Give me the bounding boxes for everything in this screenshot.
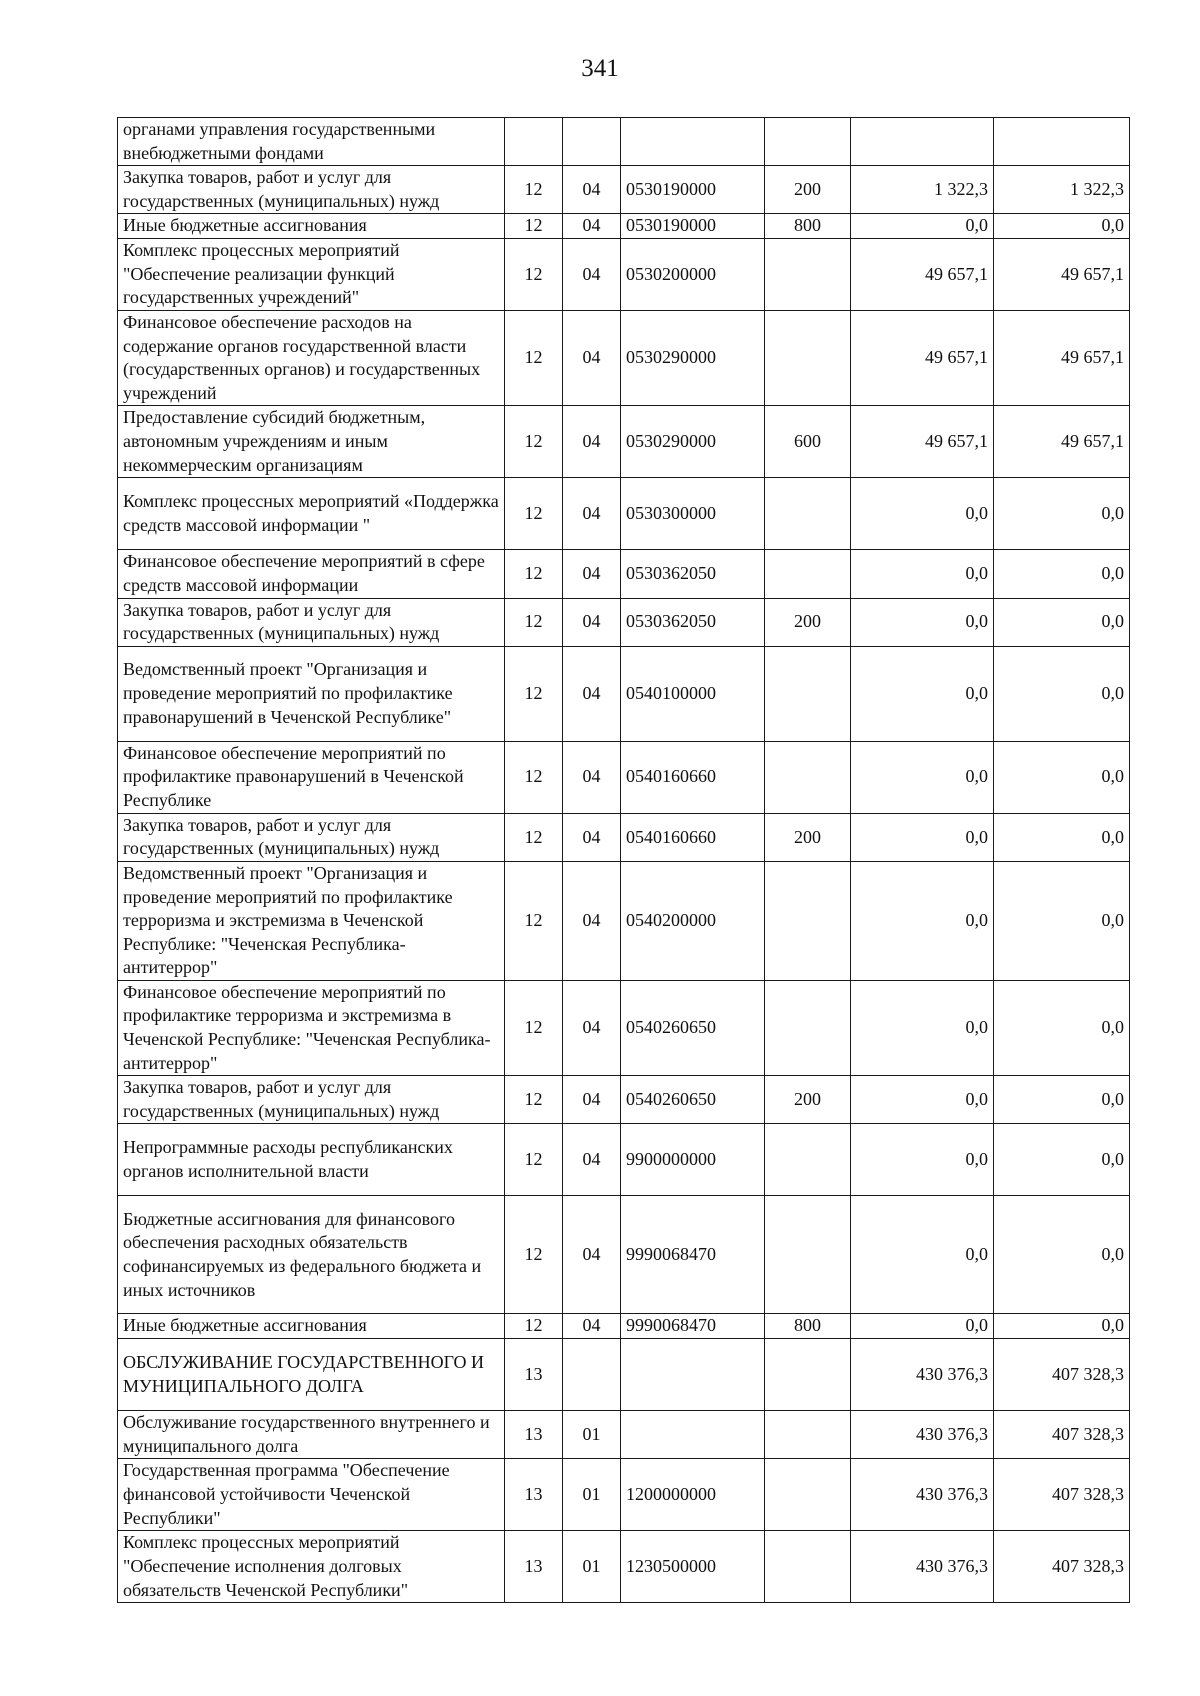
amount-second-cell: 0,0 (994, 861, 1130, 980)
amount-second-cell: 0,0 (994, 980, 1130, 1075)
amount-second-cell: 0,0 (994, 1314, 1130, 1339)
amount-second-cell: 1 322,3 (994, 166, 1130, 214)
row-name-cell: Иные бюджетные ассигнования (118, 214, 505, 239)
target-article-cell: 0540260650 (621, 1076, 765, 1124)
row-name-cell: Ведомственный проект "Организация и проведение мероприятий по профилактике правонарушений в Чеченской Республике" (118, 646, 505, 741)
row-name-cell: Закупка товаров, работ и услуг для государственных (муниципальных) нужд (118, 598, 505, 646)
table-row (118, 813, 1130, 861)
amount-second-cell: 49 657,1 (994, 238, 1130, 310)
expense-type-cell (765, 980, 851, 1075)
amount-second-cell: 0,0 (994, 598, 1130, 646)
table-row (118, 980, 1130, 1075)
amount-first-cell: 0,0 (851, 980, 994, 1075)
subsection-code-cell: 04 (563, 1124, 621, 1196)
row-name-cell: Комплекс процессных мероприятий «Поддержка средств массовой информации " (118, 478, 505, 550)
subsection-code-cell: 04 (563, 238, 621, 310)
subsection-code-cell: 04 (563, 214, 621, 239)
expense-type-cell: 800 (765, 1314, 851, 1339)
table-row (118, 238, 1130, 310)
table-row (118, 1411, 1130, 1459)
section-code-cell: 12 (505, 980, 563, 1075)
row-name-cell: Финансовое обеспечение расходов на содержание органов государственной власти (государственных органов) и государственных учреждений (118, 310, 505, 405)
table-row (118, 310, 1130, 405)
subsection-code-cell (563, 1339, 621, 1411)
expense-type-cell (765, 1339, 851, 1411)
section-code-cell: 12 (505, 406, 563, 478)
table-row (118, 214, 1130, 239)
expense-type-cell: 600 (765, 406, 851, 478)
table-row (118, 861, 1130, 980)
amount-first-cell: 0,0 (851, 741, 994, 813)
subsection-code-cell: 04 (563, 861, 621, 980)
subsection-code-cell: 04 (563, 646, 621, 741)
table-row (118, 1459, 1130, 1531)
amount-first-cell: 0,0 (851, 1196, 994, 1314)
subsection-code-cell: 04 (563, 310, 621, 405)
row-name-cell: Финансовое обеспечение мероприятий в сфере средств массовой информации (118, 550, 505, 598)
subsection-code-cell: 04 (563, 1314, 621, 1339)
budget-table (117, 117, 1130, 1603)
row-name-cell: Непрограммные расходы республиканских органов исполнительной власти (118, 1124, 505, 1196)
table-row (118, 1339, 1130, 1411)
expense-type-cell (765, 118, 851, 166)
amount-first-cell: 430 376,3 (851, 1531, 994, 1603)
section-code-cell: 12 (505, 861, 563, 980)
amount-first-cell: 0,0 (851, 1124, 994, 1196)
amount-first-cell: 430 376,3 (851, 1339, 994, 1411)
table-row (118, 166, 1130, 214)
expense-type-cell (765, 1124, 851, 1196)
amount-first-cell: 0,0 (851, 550, 994, 598)
target-article-cell: 0530300000 (621, 478, 765, 550)
amount-second-cell: 0,0 (994, 214, 1130, 239)
target-article-cell: 0540260650 (621, 980, 765, 1075)
amount-first-cell: 0,0 (851, 861, 994, 980)
expense-type-cell (765, 310, 851, 405)
row-name-cell: ОБСЛУЖИВАНИЕ ГОСУДАРСТВЕННОГО И МУНИЦИПАЛЬНОГО ДОЛГА (118, 1339, 505, 1411)
expense-type-cell (765, 1411, 851, 1459)
target-article-cell: 1230500000 (621, 1531, 765, 1603)
section-code-cell: 12 (505, 1196, 563, 1314)
section-code-cell: 12 (505, 238, 563, 310)
target-article-cell: 9990068470 (621, 1196, 765, 1314)
expense-type-cell: 200 (765, 598, 851, 646)
table-row (118, 1531, 1130, 1603)
section-code-cell: 12 (505, 310, 563, 405)
target-article-cell: 0540160660 (621, 741, 765, 813)
expense-type-cell: 800 (765, 214, 851, 239)
amount-first-cell: 0,0 (851, 646, 994, 741)
subsection-code-cell: 04 (563, 741, 621, 813)
amount-first-cell: 0,0 (851, 813, 994, 861)
expense-type-cell: 200 (765, 813, 851, 861)
page-number: 341 (581, 55, 619, 82)
amount-first-cell: 430 376,3 (851, 1459, 994, 1531)
target-article-cell: 0530362050 (621, 550, 765, 598)
row-name-cell: Финансовое обеспечение мероприятий по профилактике правонарушений в Чеченской Республике (118, 741, 505, 813)
amount-second-cell: 0,0 (994, 813, 1130, 861)
row-name-cell: Закупка товаров, работ и услуг для государственных (муниципальных) нужд (118, 166, 505, 214)
subsection-code-cell: 04 (563, 980, 621, 1075)
row-name-cell: органами управления государственными внебюджетными фондами (118, 118, 505, 166)
section-code-cell: 12 (505, 741, 563, 813)
amount-first-cell: 0,0 (851, 598, 994, 646)
amount-first-cell: 0,0 (851, 1076, 994, 1124)
expense-type-cell (765, 1459, 851, 1531)
section-code-cell: 12 (505, 646, 563, 741)
expense-type-cell (765, 1196, 851, 1314)
expense-type-cell: 200 (765, 166, 851, 214)
target-article-cell: 1200000000 (621, 1459, 765, 1531)
section-code-cell: 13 (505, 1411, 563, 1459)
target-article-cell (621, 1411, 765, 1459)
amount-second-cell: 0,0 (994, 1076, 1130, 1124)
target-article-cell: 0530190000 (621, 214, 765, 239)
target-article-cell: 0540200000 (621, 861, 765, 980)
table-row (118, 118, 1130, 166)
amount-second-cell: 0,0 (994, 1196, 1130, 1314)
amount-second-cell: 407 328,3 (994, 1531, 1130, 1603)
amount-second-cell: 49 657,1 (994, 406, 1130, 478)
table-row (118, 646, 1130, 741)
target-article-cell: 0540160660 (621, 813, 765, 861)
amount-first-cell: 49 657,1 (851, 406, 994, 478)
expense-type-cell (765, 1531, 851, 1603)
amount-first-cell: 49 657,1 (851, 238, 994, 310)
target-article-cell (621, 1339, 765, 1411)
subsection-code-cell: 04 (563, 1076, 621, 1124)
amount-second-cell: 0,0 (994, 478, 1130, 550)
subsection-code-cell: 01 (563, 1411, 621, 1459)
table-row (118, 1076, 1130, 1124)
target-article-cell: 0530190000 (621, 166, 765, 214)
table-row (118, 1124, 1130, 1196)
section-code-cell: 12 (505, 550, 563, 598)
section-code-cell: 12 (505, 478, 563, 550)
section-code-cell: 12 (505, 813, 563, 861)
row-name-cell: Закупка товаров, работ и услуг для государственных (муниципальных) нужд (118, 1076, 505, 1124)
row-name-cell: Ведомственный проект "Организация и проведение мероприятий по профилактике терроризма и экстремизма в Чеченской Республике: "Чеченская Республика-антитеррор" (118, 861, 505, 980)
table-row (118, 478, 1130, 550)
section-code-cell: 12 (505, 166, 563, 214)
expense-type-cell (765, 550, 851, 598)
section-code-cell: 12 (505, 214, 563, 239)
expense-type-cell (765, 741, 851, 813)
amount-first-cell: 0,0 (851, 214, 994, 239)
row-name-cell: Иные бюджетные ассигнования (118, 1314, 505, 1339)
subsection-code-cell: 04 (563, 1196, 621, 1314)
section-code-cell (505, 118, 563, 166)
amount-first-cell: 0,0 (851, 1314, 994, 1339)
target-article-cell: 0530362050 (621, 598, 765, 646)
section-code-cell: 13 (505, 1459, 563, 1531)
section-code-cell: 13 (505, 1531, 563, 1603)
target-article-cell: 9990068470 (621, 1314, 765, 1339)
subsection-code-cell: 04 (563, 813, 621, 861)
subsection-code-cell: 01 (563, 1531, 621, 1603)
target-article-cell: 9900000000 (621, 1124, 765, 1196)
expense-type-cell (765, 238, 851, 310)
target-article-cell (621, 118, 765, 166)
amount-second-cell: 0,0 (994, 550, 1130, 598)
amount-second-cell (994, 118, 1130, 166)
subsection-code-cell: 04 (563, 478, 621, 550)
subsection-code-cell: 04 (563, 166, 621, 214)
section-code-cell: 12 (505, 598, 563, 646)
target-article-cell: 0530290000 (621, 310, 765, 405)
row-name-cell: Закупка товаров, работ и услуг для государственных (муниципальных) нужд (118, 813, 505, 861)
subsection-code-cell: 01 (563, 1459, 621, 1531)
amount-first-cell: 0,0 (851, 478, 994, 550)
row-name-cell: Финансовое обеспечение мероприятий по профилактике терроризма и экстремизма в Чеченской Республике: "Чеченская Республика-антитеррор" (118, 980, 505, 1075)
amount-second-cell: 0,0 (994, 741, 1130, 813)
amount-second-cell: 407 328,3 (994, 1339, 1130, 1411)
table-row (118, 598, 1130, 646)
expense-type-cell (765, 861, 851, 980)
section-code-cell: 12 (505, 1124, 563, 1196)
section-code-cell: 13 (505, 1339, 563, 1411)
subsection-code-cell (563, 118, 621, 166)
expense-type-cell (765, 478, 851, 550)
row-name-cell: Предоставление субсидий бюджетным, автономным учреждениям и иным некоммерческим организациям (118, 406, 505, 478)
expense-type-cell (765, 646, 851, 741)
row-name-cell: Комплекс процессных мероприятий "Обеспечение исполнения долговых обязательств Чеченской Республики" (118, 1531, 505, 1603)
table-row (118, 741, 1130, 813)
amount-first-cell: 49 657,1 (851, 310, 994, 405)
amount-second-cell: 49 657,1 (994, 310, 1130, 405)
amount-first-cell: 1 322,3 (851, 166, 994, 214)
subsection-code-cell: 04 (563, 598, 621, 646)
section-code-cell: 12 (505, 1076, 563, 1124)
amount-second-cell: 407 328,3 (994, 1411, 1130, 1459)
amount-second-cell: 0,0 (994, 646, 1130, 741)
target-article-cell: 0540100000 (621, 646, 765, 741)
row-name-cell: Государственная программа "Обеспечение финансовой устойчивости Чеченской Республики" (118, 1459, 505, 1531)
subsection-code-cell: 04 (563, 406, 621, 478)
table-row (118, 550, 1130, 598)
row-name-cell: Комплекс процессных мероприятий "Обеспечение реализации функций государственных учреждений" (118, 238, 505, 310)
table-body (118, 118, 1130, 1603)
amount-first-cell: 430 376,3 (851, 1411, 994, 1459)
target-article-cell: 0530290000 (621, 406, 765, 478)
target-article-cell: 0530200000 (621, 238, 765, 310)
subsection-code-cell: 04 (563, 550, 621, 598)
row-name-cell: Бюджетные ассигнования для финансового обеспечения расходных обязательств софинансируемых из федерального бюджета и иных источников (118, 1196, 505, 1314)
table-row (118, 1196, 1130, 1314)
amount-second-cell: 407 328,3 (994, 1459, 1130, 1531)
section-code-cell: 12 (505, 1314, 563, 1339)
table-row (118, 1314, 1130, 1339)
table-row (118, 406, 1130, 478)
row-name-cell: Обслуживание государственного внутреннего и муниципального долга (118, 1411, 505, 1459)
amount-first-cell (851, 118, 994, 166)
amount-second-cell: 0,0 (994, 1124, 1130, 1196)
expense-type-cell: 200 (765, 1076, 851, 1124)
